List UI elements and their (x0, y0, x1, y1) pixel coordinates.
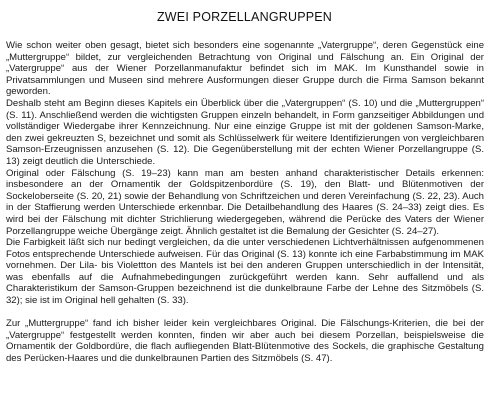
paragraph-color: Die Farbigkeit läßt sich nur bedingt vergleichen, da die unter verschiedenen Lichtverhältnissen aufgenommenen Fotos entsprechende Unterschiede aufweisen. Für das Original (S. 13) konnte ich eine Farbabstimmung im MAK vornehmen. Der Lila- bis Violettton des Mantels ist bei den anderen Gruppen unterschiedlich in der Intensität, was ebenfalls auf die Aufnahmebedingungen zurückgeführt werden kann. Sehr auffallend und als Charakteristikum der Samson-Gruppen bezeichnend ist die dunkelbraune Farbe der Lehne des Sitzmöbels (S. 32); sie ist im Original hell gehalten (S. 33). (6, 237, 484, 307)
paragraph-details: Original oder Fälschung (S. 19–23) kann man am besten anhand charakteristischer Details erkennen: insbesondere an der Ornamentik der Goldspitzenbordüre (S. 19), den Blatt- und Blütenmotiven der Sockeloberseite (S. 20, 21) sowie der Behandlung von Schriftzeichen und deren Vereinfachung (S. 22, 23). Auch in der Staffierung werden Unterschiede erkennbar. Die Detailbehandlung des Haares (S. 24–33) zeigt dies. Es wird bei der Fälschung mit dichter Strichlierung wiedergegeben, während die Perücke des Vaters der Wiener Porzellangruppe weiche Übergänge zeigt. Ähnlich gestaltet ist die Bemalung der Gesichter (S. 24–27). (6, 167, 484, 237)
page-title: ZWEI PORZELLANGRUPPEN (156, 10, 333, 24)
body-text (6, 40, 484, 365)
paragraph-intro: Wie schon weiter oben gesagt, bietet sich besonders eine sogenannte „Vatergruppe“, deren Gegenstück eine „Muttergruppe“ bildet, zur vergleichenden Betrachtung von Original und Fälschung an. Ein Original der „Vatergruppe“ aus der Wiener Porzellanmanufaktur befindet sich im MAK. Im Kunsthandel sowie in Privatsammlungen und Museen sind mehrere Ausformungen dieser Gruppe durch die Firma Samson bekannt geworden. (6, 40, 484, 98)
paragraph-overview: Deshalb steht am Beginn dieses Kapitels ein Überblick über die „Vatergruppen“ (S. 10) und die „Muttergruppen“ (S. 11). Anschließend werden die wichtigsten Gruppen einzeln behandelt, in Form ganzseitiger Abbildungen und vollständiger Wiedergabe ihrer Kennzeichnung. Nur eine einzige Gruppe ist mit der goldenen Samson-Marke, den zwei gekreuzten S, bezeichnet und somit als Schlüsselwerk für weitere Identifizierungen von vergleichbaren Samson-Erzeugnissen anzusehen (S. 12). Die Gegenüberstellung mit der echten Wiener Porzellangruppe (S. 13) zeigt deutlich die Unterschiede. (6, 97, 484, 167)
paragraph-muttergruppe: Zur „Muttergruppe“ fand ich bisher leider kein vergleichbares Original. Die Fälschungs-Kriterien, die bei der „Vatergruppe“ festgestellt werden konnten, finden wir aber auch bei diesem Porzellan, beispielsweise die Ornamentik der Goldbordüre, die flach aufliegenden Blatt-Blütenmotive des Sockels, die graphische Gestaltung des Perücken-Haares und die dunkelbraunen Partien des Sitzmöbels (S. 47). (6, 318, 484, 365)
